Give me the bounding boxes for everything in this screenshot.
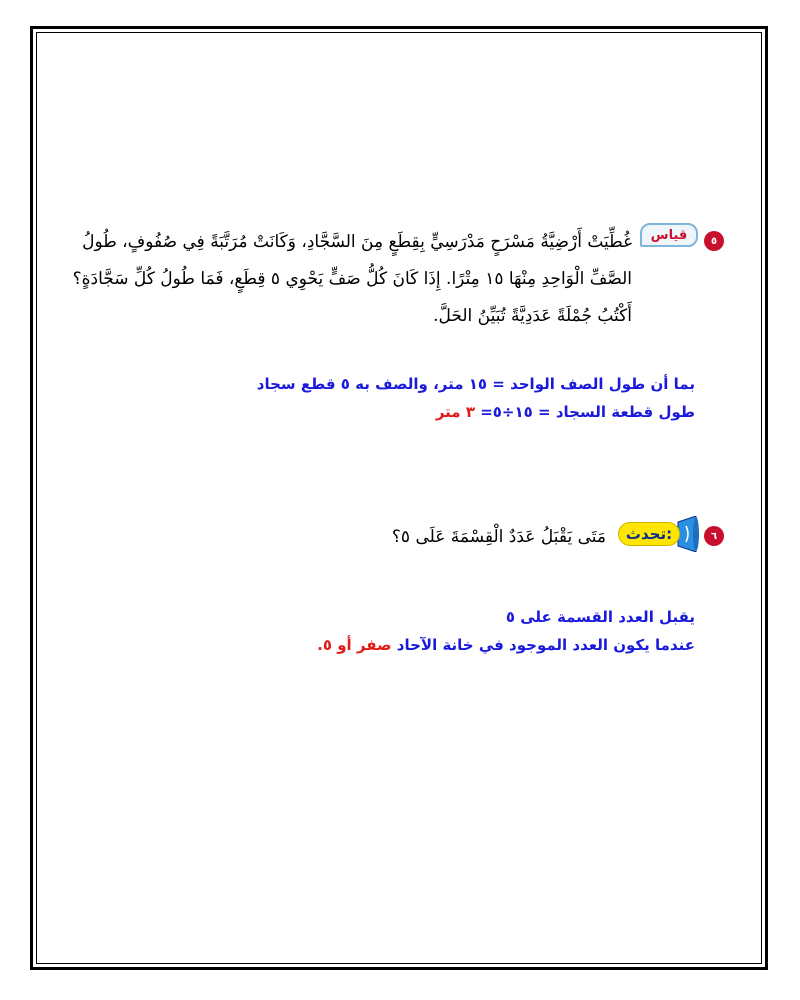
answer-6-line-2 bbox=[150, 631, 695, 659]
answer-5-line-1: بما أن طول الصف الواحد = ١٥ متر، والصف به ٥ قطع سجاد bbox=[256, 375, 695, 393]
answer-6-line-1: يقبل العدد القسمة على ٥ bbox=[505, 608, 695, 626]
question-6-answer bbox=[150, 603, 695, 659]
measurement-tag: قياس bbox=[640, 223, 698, 247]
answer-5-equation: طول قطعة السجاد = ١٥÷٥= bbox=[474, 403, 695, 421]
question-6-number: ٦ bbox=[704, 526, 724, 546]
talk-label: تحدث: bbox=[618, 522, 680, 546]
question-5-number: ٥ bbox=[704, 231, 724, 251]
answer-5-line-2 bbox=[150, 398, 695, 426]
answer-5-result: ٣ متر bbox=[435, 403, 475, 421]
question-6-text: مَتَى يَقْبَلُ عَدَدٌ الْقِسْمَةَ عَلَى ٥؟ bbox=[391, 527, 606, 547]
question-5-text: غُطِّيَتْ أَرْضِيَّةُ مَسْرَحٍ مَدْرَسِيٍّ بِقِطَعٍ مِنَ السَّجَّادِ، وَكَانَتْ مُرَتَّبَةً فِي صُفُوفٍ، طُولُ الصَّفِّ الْوَاحِدِ مِنْهَا ١٥ مِتْرًا. إِذَا كَانَ كُلُّ صَفٍّ يَحْوِي ٥ قِطَعٍ، فَمَا طُولُ كُلِّ سَجَّادَةٍ؟ أَكْتُبُ جُمْلَةً عَدَدِيَّةً تُبَيِّنُ الحَلَّ. bbox=[72, 232, 632, 326]
question-5-answer bbox=[150, 370, 695, 426]
answer-6-text: عندما يكون العدد الموجود في خانة الآحاد bbox=[391, 636, 695, 654]
page-border-inner bbox=[36, 32, 762, 964]
answer-6-highlight: صفر أو ٥. bbox=[317, 636, 392, 654]
